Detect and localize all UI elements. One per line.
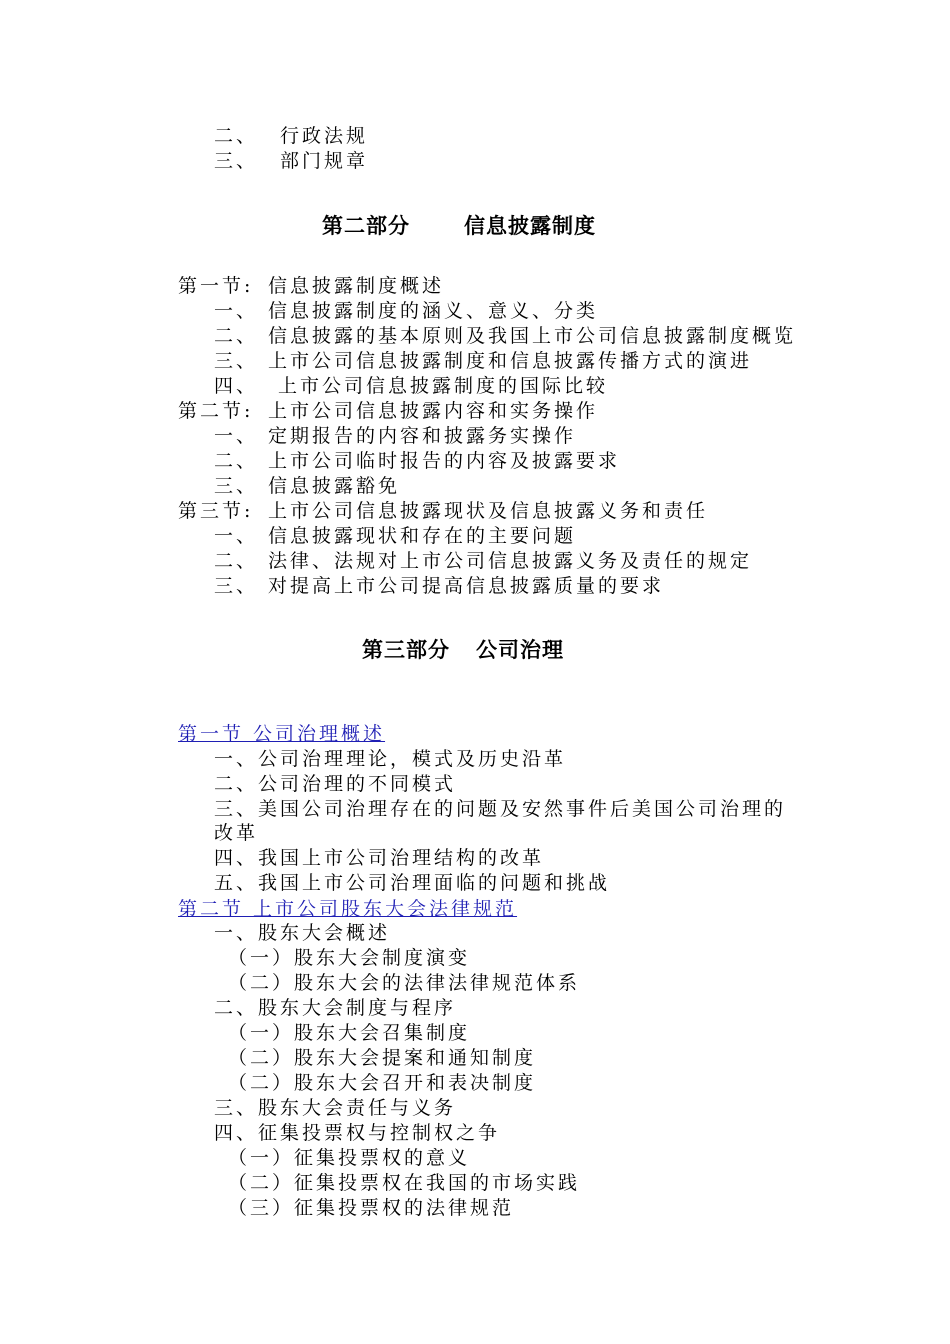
outline-item: 五、我国上市公司治理面临的问题和挑战 bbox=[214, 872, 611, 894]
outline-item: 四、征集投票权与控制权之争 bbox=[214, 1122, 501, 1144]
outline-subitem: （二）股东大会召开和表决制度 bbox=[228, 1072, 537, 1094]
section-title: 第二节: 上市公司信息披露内容和实务操作 bbox=[178, 400, 599, 422]
outline-item: 一、 定期报告的内容和披露务实操作 bbox=[214, 425, 577, 447]
outline-item: 一、股东大会概述 bbox=[214, 922, 391, 944]
section-title: 第三节: 上市公司信息披露现状及信息披露义务和责任 bbox=[178, 500, 709, 522]
outline-item: 三、 上市公司信息披露制度和信息披露传播方式的演进 bbox=[214, 350, 753, 372]
outline-item: 四、 上市公司信息披露制度的国际比较 bbox=[214, 375, 609, 397]
outline-item: 三、股东大会责任与义务 bbox=[214, 1097, 457, 1119]
section-link[interactable]: 第一节 公司治理概述 bbox=[178, 723, 386, 745]
section-link[interactable]: 第二节 上市公司股东大会法律规范 bbox=[178, 898, 518, 920]
section-title: 第一节: 信息披露制度概述 bbox=[178, 275, 445, 297]
outline-subitem: （二）股东大会的法律法律规范体系 bbox=[228, 972, 581, 994]
outline-item: 改革 bbox=[214, 822, 259, 844]
outline-item: 四、我国上市公司治理结构的改革 bbox=[214, 847, 545, 869]
outline-item: 一、 信息披露现状和存在的主要问题 bbox=[214, 525, 577, 547]
outline-item: 一、公司治理理论，模式及历史沿革 bbox=[214, 748, 567, 770]
outline-subitem: （一）股东大会召集制度 bbox=[228, 1022, 471, 1044]
outline-item: 二、 法律、法规对上市公司信息披露义务及责任的规定 bbox=[214, 550, 753, 572]
outline-subitem: （二）股东大会提案和通知制度 bbox=[228, 1047, 537, 1069]
outline-item: 二、公司治理的不同模式 bbox=[214, 773, 457, 795]
outline-item: 三、美国公司治理存在的问题及安然事件后美国公司治理的 bbox=[214, 798, 787, 820]
outline-subitem: （二）征集投票权在我国的市场实践 bbox=[228, 1172, 581, 1194]
outline-item: 二、 行政法规 bbox=[214, 125, 369, 147]
outline-item: 二、 上市公司临时报告的内容及披露要求 bbox=[214, 450, 621, 472]
outline-item: 一、 信息披露制度的涵义、意义、分类 bbox=[214, 300, 599, 322]
part-heading: 第三部分 公司治理 bbox=[362, 637, 564, 662]
outline-subitem: （一）征集投票权的意义 bbox=[228, 1147, 471, 1169]
part-heading: 第二部分 信息披露制度 bbox=[322, 213, 596, 238]
outline-subitem: （一）股东大会制度演变 bbox=[228, 947, 471, 969]
outline-item: 二、股东大会制度与程序 bbox=[214, 997, 457, 1019]
outline-item: 三、 信息披露豁免 bbox=[214, 475, 401, 497]
outline-item: 二、 信息披露的基本原则及我国上市公司信息披露制度概览 bbox=[214, 325, 797, 347]
outline-item: 三、 对提高上市公司提高信息披露质量的要求 bbox=[214, 575, 665, 597]
outline-subitem: （三）征集投票权的法律规范 bbox=[228, 1197, 515, 1219]
outline-item: 三、 部门规章 bbox=[214, 150, 369, 172]
